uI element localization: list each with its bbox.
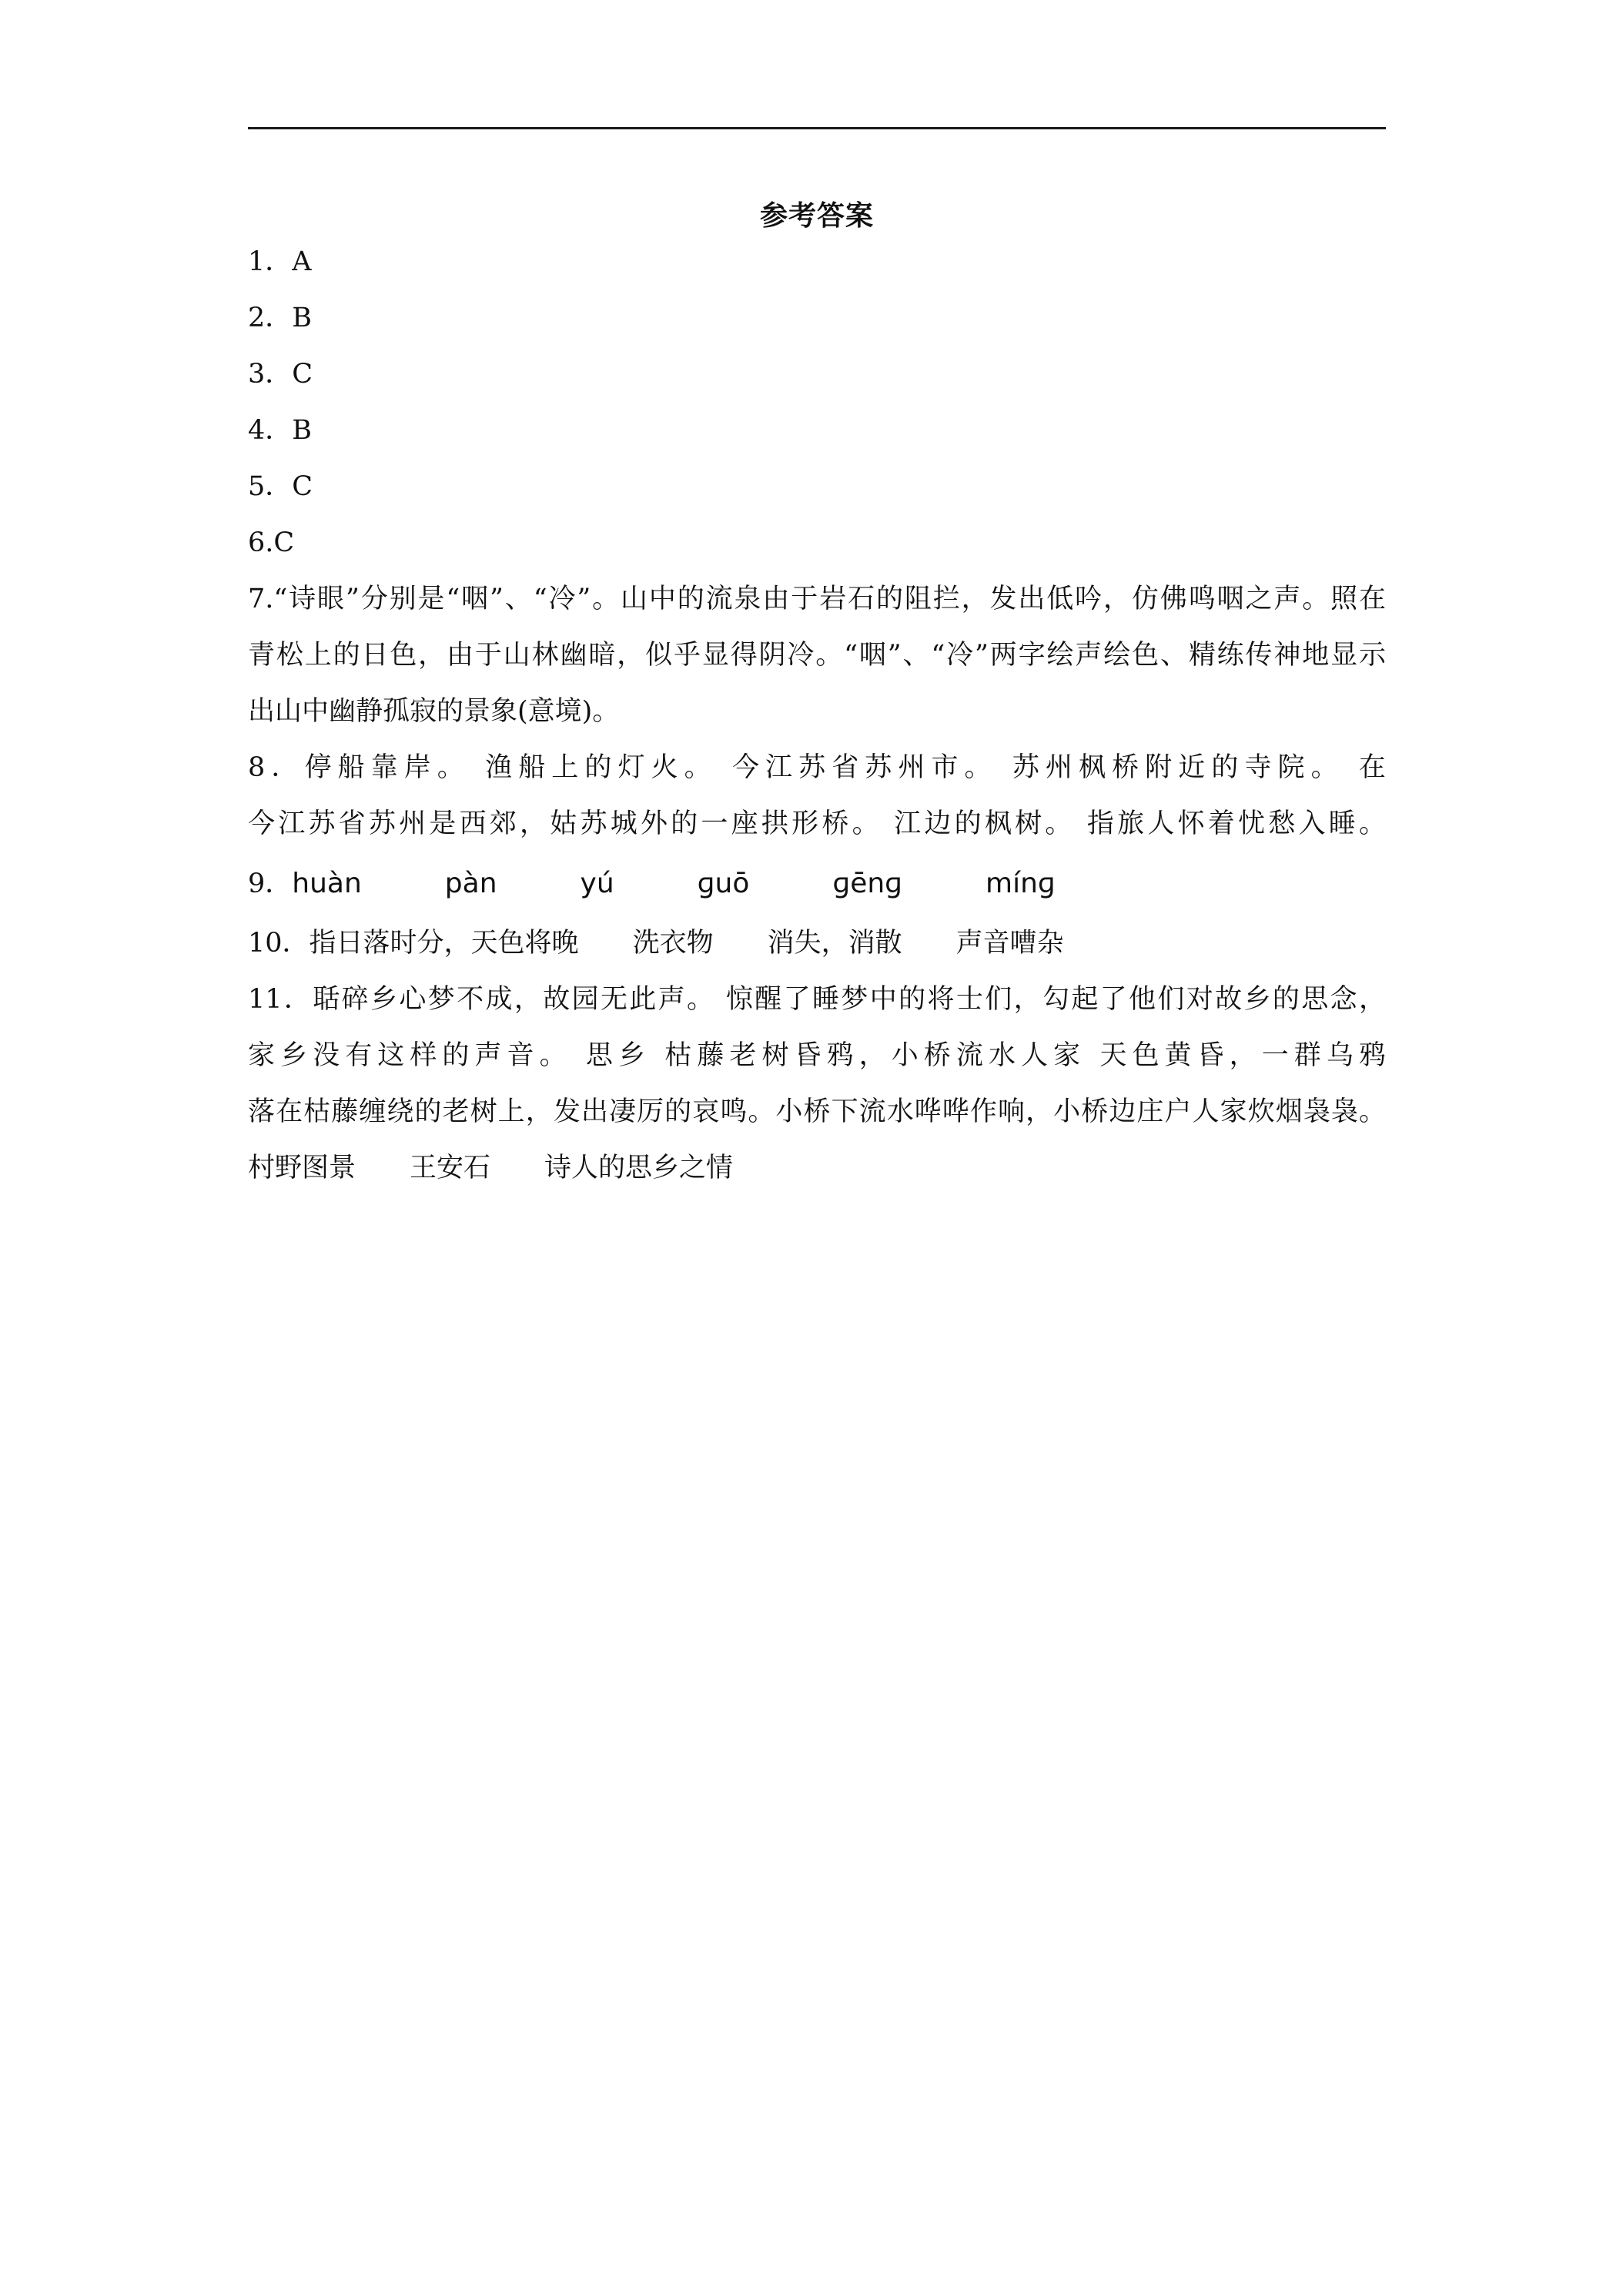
answer-11-part: 村野图景 (248, 1153, 356, 1183)
answer-11-part: 聒碎乡心梦不成，故园无此声。 (313, 984, 716, 1015)
answer-8-part: 停船靠岸。 (304, 752, 470, 783)
page-title: 参考答案 (759, 199, 874, 232)
answer-11-label: 11． (248, 984, 313, 1015)
pinyin-item: huàn (292, 868, 362, 899)
answer-11-part: 家乡没有这样的声音。 (248, 1040, 572, 1071)
answer-4: 4．B (248, 415, 312, 446)
answer-2: 2．B (248, 303, 312, 333)
pinyin-item: mínɡ (986, 868, 1056, 899)
pinyin-item: pàn (444, 868, 497, 899)
answer-11-part: 枯藤老树昏鸦，小桥流水人家 (664, 1040, 1086, 1071)
pinyin-item: ɡēnɡ (832, 868, 903, 899)
answer-10-part: 洗衣物 (632, 928, 714, 959)
answer-11-line-2 (248, 1028, 1386, 1084)
answer-3: 3．C (248, 359, 313, 390)
answer-8-label: 8． (248, 752, 305, 783)
answer-8-part: 今江苏省苏州市。 (731, 752, 998, 783)
answer-8-part: 在 (1358, 752, 1386, 783)
answer-11-part: 思乡 (585, 1040, 651, 1071)
answer-9 (248, 852, 1386, 915)
answer-9-label: 9． (248, 869, 293, 899)
answer-11-line-4 (248, 1140, 1386, 1197)
answer-8-part: 渔船上的灯火。 (485, 752, 718, 783)
answer-8-line-1 (248, 740, 1386, 796)
answer-10-part: 消失，消散 (767, 928, 902, 959)
answer-11-line-1 (248, 972, 1386, 1028)
answer-11-part: 惊醒了睡梦中的将士们，勾起了他们对故乡的思念， (725, 984, 1386, 1015)
answer-8-line-2 (248, 796, 1386, 852)
pinyin-item: ɡuō (697, 868, 750, 899)
answer-11-part: 天色黄昏，一群乌鸦 (1099, 1040, 1386, 1071)
answer-8-part: 江边的枫树。 (894, 808, 1076, 839)
answer-10-part: 指日落时分，天色将晚 (309, 928, 579, 959)
answer-8-part: 指旅人怀着忧愁入睡。 (1086, 808, 1386, 839)
answer-8-part: 今江苏省苏州是西郊，姑苏城外的一座拱形桥。 (248, 808, 882, 839)
answer-11-part: 王安石 (410, 1153, 491, 1183)
pinyin-list (292, 868, 1139, 899)
answer-list (248, 234, 1386, 1197)
answer-7-line-2: 青松上的日色，由于山林幽暗，似乎显得阴冷。“咽”、“冷”两字绘声绘色、精练传神地显示 (248, 640, 1386, 671)
answer-5: 5．C (248, 471, 313, 502)
answer-6: 6.C (248, 527, 295, 558)
pinyin-item: yú (580, 868, 614, 899)
header-rule (248, 127, 1386, 129)
answer-11-line-3: 落在枯藤缠绕的老树上，发出凄厉的哀鸣。小桥下流水哗哗作响，小桥边庄户人家炊烟袅袅。 (248, 1096, 1386, 1127)
answer-8-part: 苏州枫桥附近的寺院。 (1012, 752, 1344, 783)
answer-10-part: 声音嘈杂 (955, 928, 1064, 959)
answer-11-part: 诗人的思乡之情 (544, 1153, 734, 1183)
answer-1: 1．A (248, 246, 312, 277)
answer-10 (248, 915, 1386, 972)
answer-7-line-1: 7.“诗眼”分别是“咽”、“冷”。山中的流泉由于岩石的阻拦，发出低吟，仿佛鸣咽之声。照在 (248, 584, 1386, 614)
answer-7-line-3: 出山中幽静孤寂的景象(意境)。 (248, 696, 620, 727)
answer-10-label: 10． (248, 928, 310, 959)
